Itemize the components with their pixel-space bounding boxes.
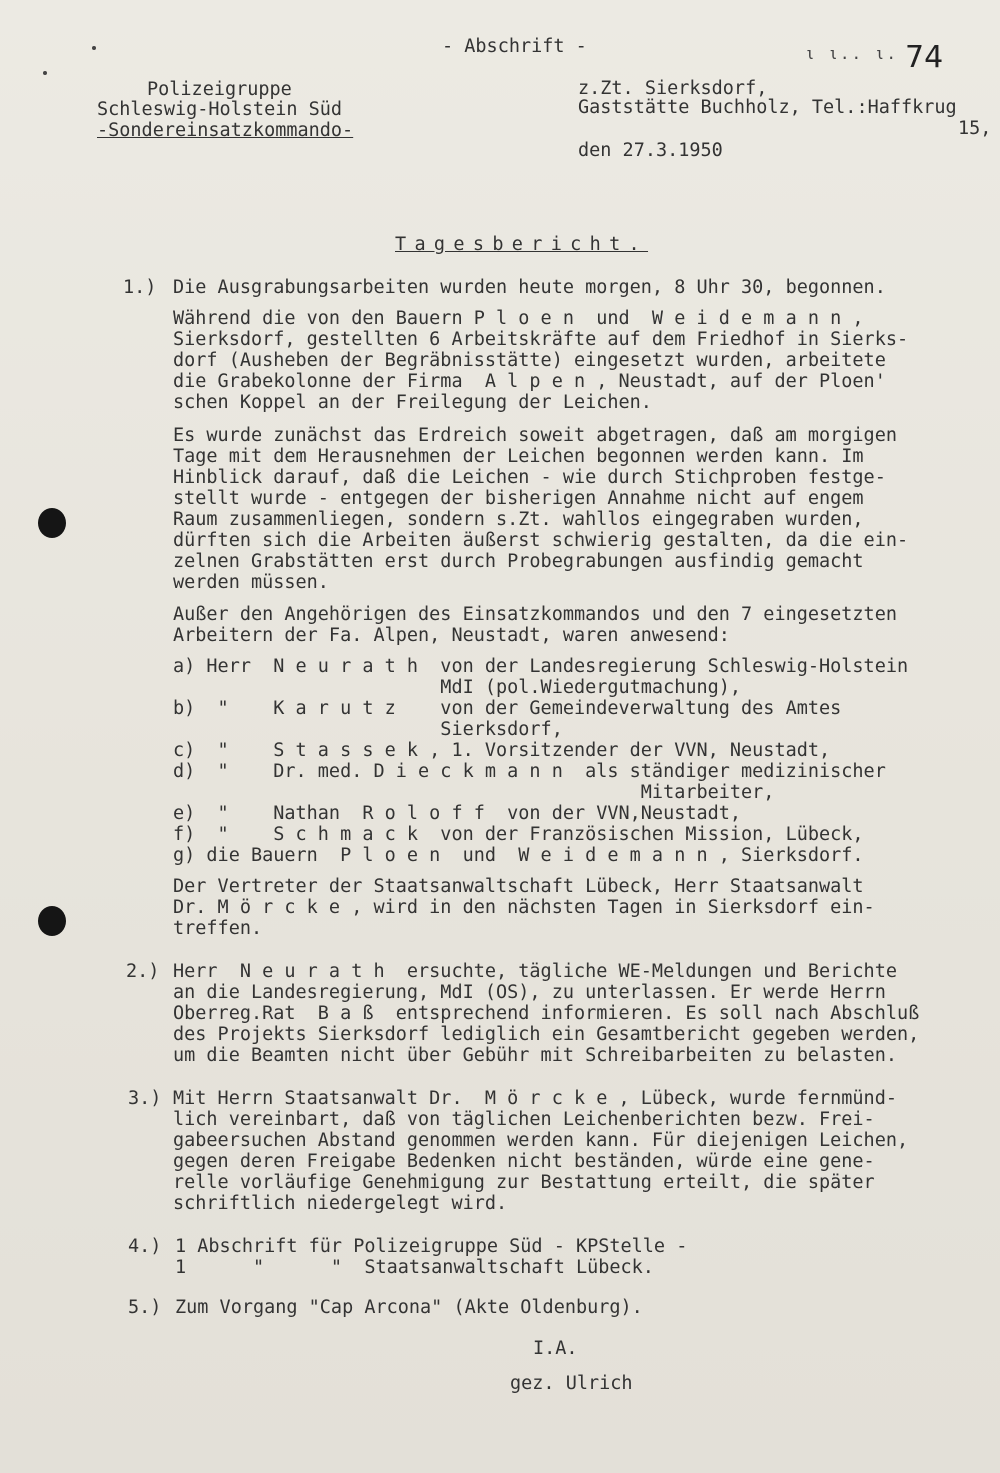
location-line-3: 15, xyxy=(958,118,992,139)
item-1-p4-line: Dr. M ö r c k e , wird in den nächsten Tagen in Sierksdorf ein- xyxy=(173,897,875,918)
item-1-p3-line: Arbeitern der Fa. Alpen, Neustadt, waren anwesend: xyxy=(173,625,730,646)
item-3-line: gegen deren Freigabe Bedenken nicht beständen, würde eine gene- xyxy=(173,1151,875,1172)
sender-line-1: Polizeigruppe xyxy=(147,79,292,100)
item-1-p2-line: dürften sich die Arbeiten äußerst schwierig gestalten, da die ein- xyxy=(173,530,909,551)
item-1-p4-line: treffen. xyxy=(173,918,263,939)
document-title: Tagesbericht. xyxy=(395,234,649,255)
attendee-line: e) " Nathan R o l o f f von der VVN,Neustadt, xyxy=(173,803,742,824)
document-date: den 27.3.1950 xyxy=(578,140,723,161)
copy-note: - Abschrift - xyxy=(442,36,587,57)
attendee-line: f) " S c h m a c k von der Französischen Mission, Lübeck, xyxy=(173,824,864,845)
sender-line-2: Schleswig-Holstein Süd xyxy=(97,99,343,120)
item-3-line: schriftlich niedergelegt wird. xyxy=(173,1193,508,1214)
item-1-p3-line: Außer den Angehörigen des Einsatzkommandos und den 7 eingesetzten xyxy=(173,604,897,625)
item-1-p1-line: schen Koppel an der Freilegung der Leichen. xyxy=(173,392,652,413)
item-2-number: 2.) xyxy=(126,961,160,982)
item-1-p2-line: Raum zusammenliegen, sondern s.Zt. wahllos eingegraben wurden, xyxy=(173,509,864,530)
location-line-1: z.Zt. Sierksdorf, xyxy=(578,78,768,99)
item-2-line: des Projekts Sierksdorf lediglich ein Gesamtbericht gegeben werden, xyxy=(173,1024,920,1045)
item-1-lead: Die Ausgrabungsarbeiten wurden heute morgen, 8 Uhr 30, begonnen. xyxy=(173,277,886,298)
attendee-line: a) Herr N e u r a t h von der Landesregierung Schleswig-Holstein xyxy=(173,656,909,677)
item-2-line: um die Beamten nicht über Gebühr mit Schreibarbeiten zu belasten. xyxy=(173,1045,897,1066)
item-2-line: an die Landesregierung, MdI (OS), zu unterlassen. Er werde Herrn xyxy=(173,982,886,1003)
item-3-line: lich vereinbart, daß von täglichen Leichenberichten bezw. Frei- xyxy=(173,1109,875,1130)
item-1-p2-line: Es wurde zunächst das Erdreich soweit abgetragen, daß am morgigen xyxy=(173,425,897,446)
punch-hole-bottom xyxy=(38,906,66,936)
signature-ia: I.A. xyxy=(533,1338,578,1359)
item-3-line: gabeersuchen Abstand genommen werden kann. Für diejenigen Leichen, xyxy=(173,1130,909,1151)
attendee-line: d) " Dr. med. D i e c k m a n n als ständiger medizinischer xyxy=(173,761,886,782)
item-1-p2-line: werden müssen. xyxy=(173,572,329,593)
attendee-line: c) " S t a s s e k , 1. Vorsitzender der VVN, Neustadt, xyxy=(173,740,831,761)
item-5-number: 5.) xyxy=(128,1297,162,1318)
item-1-p2-line: Hinblick darauf, daß die Leichen - wie durch Stichproben festge- xyxy=(173,467,886,488)
attendee-line: MdI (pol.Wiedergutmachung), xyxy=(173,677,742,698)
sender-line-3: -Sondereinsatzkommando- xyxy=(97,120,354,141)
item-1-number: 1.) xyxy=(123,277,157,298)
folio-number: 74 xyxy=(905,40,944,75)
attendee-line: Sierksdorf, xyxy=(173,719,563,740)
item-4-line: 1 Abschrift für Polizeigruppe Süd - KPStelle - xyxy=(175,1236,688,1257)
item-1-p2-line: Tage mit dem Herausnehmen der Leichen begonnen werden kann. Im xyxy=(173,446,864,467)
item-4-number: 4.) xyxy=(128,1236,162,1257)
attendee-line: g) die Bauern P l o e n und W e i d e m a n n , Sierksdorf. xyxy=(173,845,864,866)
speck xyxy=(43,71,47,75)
item-1-p1-line: die Grabekolonne der Firma A l p e n , Neustadt, auf der Ploen' xyxy=(173,371,886,392)
item-1-p2-line: stellt wurde - entgegen der bisherigen Annahme nicht auf engem xyxy=(173,488,864,509)
item-3-line: Mit Herrn Staatsanwalt Dr. M ö r c k e , Lübeck, wurde fernmünd- xyxy=(173,1088,897,1109)
attendee-line: Mitarbeiter, xyxy=(173,782,775,803)
signature-name: gez. Ulrich xyxy=(510,1373,633,1394)
item-3-line: relle vorläufige Genehmigung zur Bestattung erteilt, die später xyxy=(173,1172,875,1193)
item-1-p2-line: zelnen Grabstätten erst durch Probegrabungen ausfindig gemacht xyxy=(173,551,864,572)
item-2-line: Oberreg.Rat B a ß entsprechend informieren. Es soll nach Abschluß xyxy=(173,1003,920,1024)
item-3-number: 3.) xyxy=(128,1088,162,1109)
punch-hole-top xyxy=(38,508,66,538)
item-1-p1-line: dorf (Ausheben der Begräbnisstätte) eingesetzt wurden, arbeitete xyxy=(173,350,886,371)
item-1-p4-line: Der Vertreter der Staatsanwaltschaft Lübeck, Herr Staatsanwalt xyxy=(173,876,864,897)
attendee-line: b) " K a r u t z von der Gemeindeverwaltung des Amtes xyxy=(173,698,842,719)
item-2-line: Herr N e u r a t h ersuchte, tägliche WE-Meldungen und Berichte xyxy=(173,961,897,982)
item-1-p1-line: Während die von den Bauern P l o e n und W e i d e m a n n , xyxy=(173,308,864,329)
location-line-2: Gaststätte Buchholz, Tel.:Haffkrug xyxy=(578,97,957,118)
page-marks: ι ι.. ι. xyxy=(805,44,899,63)
item-5-line: Zum Vorgang "Cap Arcona" (Akte Oldenburg). xyxy=(175,1297,643,1318)
speck xyxy=(92,46,96,50)
item-4-line: 1 " " Staatsanwaltschaft Lübeck. xyxy=(175,1257,654,1278)
item-1-p1-line: Sierksdorf, gestellten 6 Arbeitskräfte auf dem Friedhof in Sierks- xyxy=(173,329,909,350)
